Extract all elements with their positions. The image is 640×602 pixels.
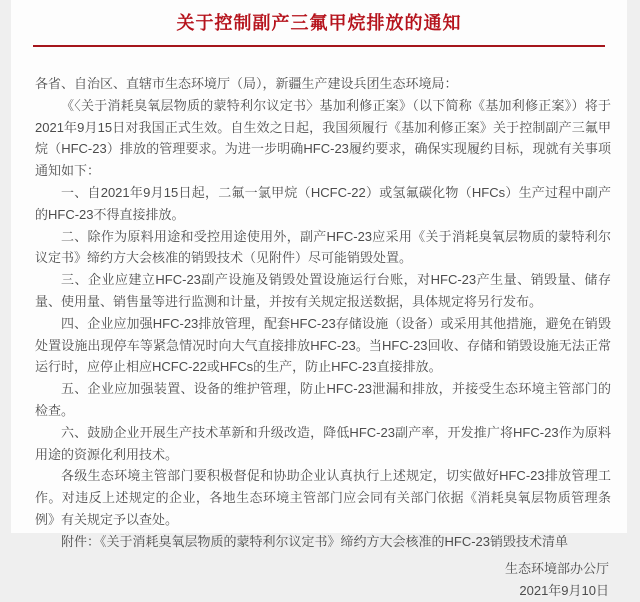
issue-date: 2021年9月10日	[519, 582, 609, 598]
salutation: 各省、自治区、直辖市生态环境厅（局），新疆生产建设兵团生态环境局：	[35, 76, 458, 91]
attachment-line: 附件：《关于消耗臭氧层物质的蒙特利尔议定书》缔约方大会核准的HFC-23销毁技术清单	[61, 533, 569, 549]
item-3-paragraph: 三、企业应建立HFC-23副产设施及销毁处置设施运行台账，对HFC-23产生量、销毁量、储存量、使用量、销售量等进行监测和计量，并按有关规定报送数据，具体规定将另行发布。	[35, 272, 611, 309]
signoff-block	[35, 558, 611, 602]
notice-title: 关于控制副产三氟甲烷排放的通知	[176, 13, 462, 33]
issuing-office: 生态环境部办公厅	[504, 560, 609, 576]
item-2-paragraph: 二、除作为原料用途和受控用途使用外，副产HFC-23应采用《关于消耗臭氧层物质的蒙特利尔议定书》缔约方大会核准的销毁技术（见附件）尽可能销毁处置。	[35, 228, 611, 266]
item-4-paragraph: 四、企业应加强HFC-23排放管理，配套HFC-23存储设施（设备）或采用其他措施，避免在销毁处置设施出现停车等紧急情况时向大气直接排放HFC-23。当HFC-23回收、存储和销毁设施无法正常运行时，应停止相应HCFC-22或HFCs的生产，防止HFC-23直接排放。	[35, 315, 611, 375]
item-1-paragraph: 一、自2021年9月15日起，二氟一氯甲烷（HCFC-22）或氢氟碳化物（HFCs）生产过程中副产的HFC-23不得直接排放。	[35, 184, 611, 222]
item-6-paragraph: 六、鼓励企业开展生产技术革新和升级改造，降低HFC-23副产率，开发推广将HFC-23作为原料用途的资源化利用技术。	[35, 424, 611, 462]
intro-paragraph: 《〈关于消耗臭氧层物质的蒙特利尔议定书〉基加利修正案》（以下简称《基加利修正案》）将于2021年9月15日对我国正式生效。自生效之日起，我国须履行《基加利修正案》关于控制副产三氟甲烷（HFC-23）排放的管理要求。为进一步明确HFC-23履约要求，确保实现履约目标，现就有关事项通知如下：	[35, 97, 611, 179]
closing-paragraph: 各级生态环境主管部门要积极督促和协助企业认真执行上述规定，切实做好HFC-23排放管理工作。对违反上述规定的企业，各地生态环境主管部门应会同有关部门依据《消耗臭氧层物质管理条例》有关规定予以查处。	[35, 468, 611, 527]
item-5-paragraph: 五、企业应加强装置、设备的维护管理，防止HFC-23泄漏和排放，并接受生态环境主管部门的检查。	[35, 381, 611, 418]
notice-body	[11, 47, 627, 602]
notice-page	[11, 0, 627, 598]
